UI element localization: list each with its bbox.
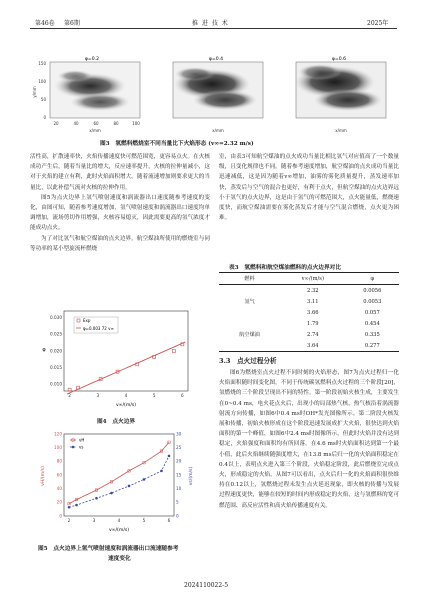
figure5-caption-line2: 速度变化 xyxy=(108,556,131,562)
figure3-xlabel: x/mm xyxy=(212,128,224,133)
figure5-ytick-right: 10 xyxy=(176,486,182,492)
figure5-vs-point xyxy=(95,497,98,500)
figure5-ytick-left: 120 xyxy=(54,431,62,437)
figure5-xtick: 3 xyxy=(92,518,96,523)
figure3-ytick: 50 xyxy=(40,97,46,102)
figure3-xlabel: x/mm xyxy=(89,128,101,133)
figure5-xtick: 6 xyxy=(167,518,171,523)
figure3-ylabel: y/mm xyxy=(32,86,37,98)
figure5-vs-point xyxy=(110,492,113,495)
figure3-panel-2 xyxy=(173,56,263,118)
figure3-xtick: 80 xyxy=(113,121,119,126)
figure3-xtick: 20 xyxy=(53,121,59,126)
figure4-legend-fit: φ=0.003 72 v∞ xyxy=(83,326,114,331)
table3-fuel: 氢气 xyxy=(244,299,255,305)
figure3-xtick: 60 xyxy=(93,121,99,126)
footer-code: 2024110022-5 xyxy=(184,582,229,589)
figure3-ytick: 150 xyxy=(38,61,46,66)
figure4-legend-exp: Exp xyxy=(83,318,91,323)
table3-header: v∞/(m/s) xyxy=(301,275,324,282)
figure4-ytick: 0.015 xyxy=(50,365,62,371)
figure4-ytick: 0.030 xyxy=(50,315,62,321)
figure4-chart xyxy=(36,305,196,415)
figure5-ytick-left: 100 xyxy=(54,445,62,451)
table-row xyxy=(219,285,399,297)
paragraph: 图5为点火边界上氢气喷射速度和涡流器出口速度随参考速度的变化，由图可知，随着参考速度增加，氢气喷射速度和涡流器出口速度均单调增加，流场剪切作用增强，火核容易熄灭，因此需要更高的氢气浓度才能成功点火。 xyxy=(30,194,210,232)
figure4-ytick: 0.025 xyxy=(50,331,62,337)
section-body xyxy=(219,368,399,511)
figure5-vs-point xyxy=(75,504,78,507)
table3-cell: 2.32 xyxy=(307,287,319,294)
figure5-xlabel: v∞/(m/s) xyxy=(108,528,130,533)
figure5-ytick-right: 5 xyxy=(176,499,179,505)
figure3-panel-3-phi: φ=0.6 xyxy=(331,57,347,62)
figure5-ytick-left: 40 xyxy=(56,486,62,492)
figure4-xlabel: v∞/(m/s) xyxy=(115,403,137,408)
figure3-panel-2-phi: φ=0.4 xyxy=(208,57,224,62)
right-column-text xyxy=(219,152,399,223)
table3-cell: 3.11 xyxy=(307,298,319,305)
section-title: 3.3 点火过程分析 xyxy=(219,357,277,365)
figure5-ytick-right: 25 xyxy=(176,445,182,451)
figure4-ytick: 0.020 xyxy=(50,348,62,354)
header-issue: 第6期 xyxy=(64,20,80,27)
paragraph: 图6为燃烧室点火过程不同时刻的火焰形态，图7为点火过程归一化火焰面积随时间变化图。不同于传统碳氢燃料点火过程的三个阶段[20]，氢燃烧的三个阶段呈现出不同的特性。第一阶段初始火核生成，主要发生在0~0.4 ms，电火花点火后，出现小的局部热气核，热气核沿着涡流器射流方向传播，如图6中0.4 ms时OH*发光图像所示。第二阶段火核发展和传播，初始火核形成在这个阶段迅速发展成扩大火焰，很快达到火焰面积的第一个峰值，如图6中2.4 ms时图像所示，但此时火焰并没有达到稳定，火焰强度和面积均有所回落。在4.6 ms时火焰面积达到第一个最小值，此后火焰继续随强度增大，在13.8 ms后归一化的火焰面积稳定在0.4以上，表明点火进入第三个阶段，火焰稳定阶段，此后燃烧室完成点火，形成稳定的火焰。从图7可以看出，点火后归一化的火焰面积很快维持在0.12以上，氢燃烧过程未发生点火延迟现象，即火核的传播与发展过程速度更快，能够在较短的时间内形成稳定的火焰，这与氢燃料的宽可燃范围、高反应活性和高火焰传播速度有关。 xyxy=(219,370,399,509)
figure3-xlabel: x/mm xyxy=(335,128,347,133)
figure5-legend-vh: vH xyxy=(79,437,85,443)
table3 xyxy=(219,272,399,352)
figure5-vs-point xyxy=(143,478,146,481)
figure4-xtick: 6 xyxy=(181,393,184,398)
figure4-xtick: 5 xyxy=(152,393,156,398)
figure4-legend xyxy=(74,317,118,333)
figure5-ytick-right: 15 xyxy=(176,472,182,478)
figure5-ylabel-right: vs/(m/s) xyxy=(189,466,194,486)
table3-cell: 3.66 xyxy=(307,309,319,316)
table3-cell: 0.454 xyxy=(364,320,380,327)
table3-caption: 表3 氢燃料和航空煤油燃料的点火边界对比 xyxy=(229,265,342,271)
figure5-ytick-left: 0 xyxy=(59,513,62,519)
table3-cell: 0.335 xyxy=(364,331,380,338)
table3-cell: 0.0053 xyxy=(363,298,382,305)
paragraph: 为了对比氢气和航空煤油的点火边界，航空煤油所使用的燃烧室与同等功率的某小型旋流杯燃烧 xyxy=(30,235,210,252)
figure5-ytick-right: 0 xyxy=(176,513,179,519)
figure5-caption-line1: 图5 点火边界上氢气喷射速度和涡流器出口流速随参考 xyxy=(38,546,179,552)
figure3-xtick: 40 xyxy=(73,121,79,126)
figure3-panels xyxy=(30,56,400,134)
header-rule xyxy=(30,28,397,29)
figure4-caption: 图4 点火边界 xyxy=(97,419,136,425)
table3-cell: 3.64 xyxy=(307,342,319,349)
figure4-xtick: 3 xyxy=(96,393,100,398)
figure4-xtick: 4 xyxy=(124,393,128,398)
header-year: 2025年 xyxy=(367,20,389,27)
figure5-xtick: 4 xyxy=(117,518,121,523)
table3-cell: 0.0056 xyxy=(363,287,382,294)
figure5-xtick: 5 xyxy=(142,518,146,523)
figure5-vs-point xyxy=(128,485,131,488)
figure4-ylabel: φ xyxy=(42,347,46,353)
figure5-xtick: 2 xyxy=(67,518,71,523)
table3-header: 燃料 xyxy=(244,276,255,282)
figure3-panel-3 xyxy=(295,56,386,118)
table3-cell: 1.79 xyxy=(307,320,319,327)
figure5-vs-point xyxy=(160,470,163,473)
table-row xyxy=(219,318,399,329)
figure5-ytick-right: 30 xyxy=(176,431,182,437)
figure5-ytick-left: 60 xyxy=(56,472,62,478)
paragraph: 室，由表3可知航空煤油的点火成功当量比相比氢气对应值高了一个数量级，且变化规律也不同。随着参考速度增加，航空煤油的点火成功当量比迅速减低，这是因为随着v∞增加，油雾的雾化质量提升，蒸发速率加快，蒸发后与空气的混合也更好，有利于点火，但航空煤油的点火边界远小于氢气的点火边界，这是由于氢气的可燃范围大，点火能量低，燃烧速度快，而航空煤油需要在雾化蒸发后才能与空气混合燃烧，点火更为困难。 xyxy=(219,154,399,222)
table3-cell: 0.277 xyxy=(364,342,380,349)
figure3-panel-1 xyxy=(50,56,140,118)
figure5-vs-point xyxy=(168,455,171,458)
table3-cell: 0.057 xyxy=(364,309,380,316)
paragraph: 活性高，扩散速率快，火焰传播速度快可燃范围宽，更容易点火。在火核成功产生后，随着当量比的增大，反应速率提升，火核的拉伸量减小，这对于火焰的建立有利，此时火焰面积增大。随着流速增加则要求更大的当量比，以此补偿气流对火核的拉伸作用。 xyxy=(30,154,210,191)
figure3-caption: 图3 氢燃料燃烧室不同当量比下火焰形态 (v∞=2.32 m/s) xyxy=(100,141,254,147)
table3-fuel: 航空煤油 xyxy=(239,332,260,338)
figure3-ytick: 0 xyxy=(43,115,46,120)
header-journal: 推 进 技 术 xyxy=(192,20,229,27)
figure3-ytick: 100 xyxy=(38,79,46,84)
figure5-ytick-left: 20 xyxy=(56,499,62,505)
figure5-legend-vs: vs xyxy=(79,444,84,450)
figure3-xtick: 100 xyxy=(132,121,140,126)
table3-header: φ xyxy=(370,275,375,282)
figure4-xtick: 2 xyxy=(68,393,71,398)
header-volume: 第46卷 xyxy=(35,20,55,27)
figure5-chart xyxy=(36,430,196,540)
figure5-ytick-left: 80 xyxy=(56,458,62,464)
figure5-ylabel-left: vH/(m/s) xyxy=(41,466,46,486)
figure5-vs-point xyxy=(68,506,71,509)
figure4-ytick: 0.010 xyxy=(50,381,62,387)
left-column-text xyxy=(30,152,210,254)
figure3-panel-1-phi: φ=0.2 xyxy=(84,57,100,62)
table3-cell: 2.74 xyxy=(307,331,319,338)
figure5-ytick-right: 20 xyxy=(176,458,182,464)
